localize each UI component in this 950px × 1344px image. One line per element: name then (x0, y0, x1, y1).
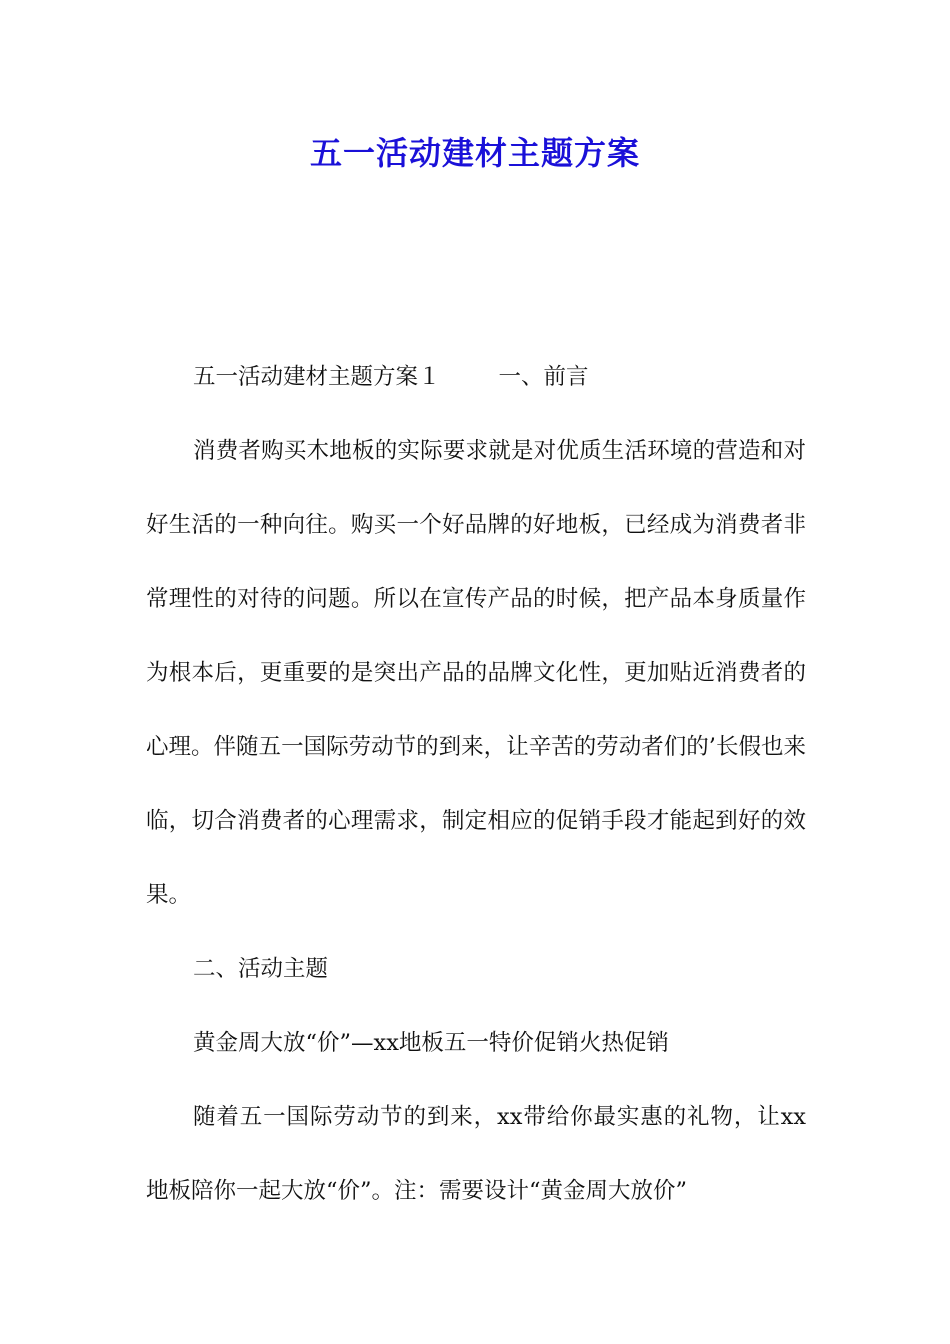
paragraph-section-heading (146, 340, 806, 414)
paragraph-preface-body: 消费者购买木地板的实际要求就是对优质生活环境的营造和对好生活的一种向往。购买一个好品牌的好地板，已经成为消费者非常理性的对待的问题。所以在宣传产品的时候，把产品本身质量作为根本后，更重要的是突出产品的品牌文化性，更加贴近消费者的心理。伴随五一国际劳动节的到来，让辛苦的劳动者们的’长假也来临，切合消费者的心理需求，制定相应的促销手段才能起到好的效果。 (146, 438, 806, 908)
paragraph-theme-body: 随着五一国际劳动节的到来，xx带给你最实惠的礼物，让xx地板陪你一起大放“价”。注：需要设计“黄金周大放价” (146, 1104, 806, 1204)
plan-subtitle: 五一活动建材主题方案１ (193, 364, 441, 390)
section-heading-theme: 二、活动主题 (193, 956, 329, 982)
section-heading-preface: 一、前言 (498, 364, 589, 390)
document-title: 五一活动建材主题方案 (309, 134, 640, 172)
paragraph-theme-slogan: 黄金周大放“价”—xx地板五一特价促销火热促销 (193, 1030, 669, 1056)
document-body (146, 340, 806, 1228)
